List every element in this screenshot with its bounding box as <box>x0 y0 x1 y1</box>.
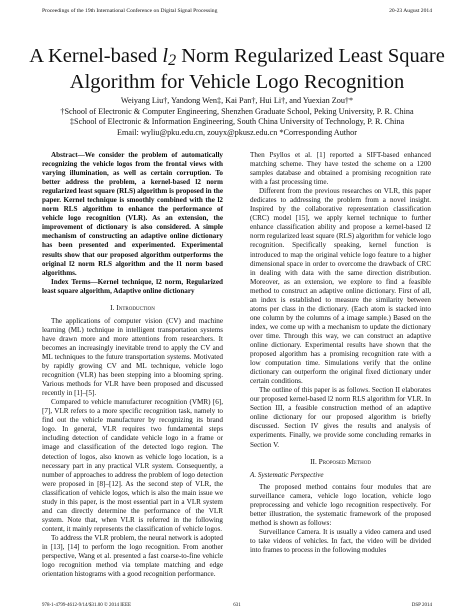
title-post: Norm Regularized Least Square <box>176 45 445 67</box>
section-heading-proposed-method: II. Proposed Method <box>310 456 371 466</box>
author-email: Email: wyliu@pku.edu.cn, zouyx@pkusz.edu.cn *Corresponding Author <box>117 127 357 137</box>
paragraph: Then Psyllos et al. [1] reported a SIFT-based enhanced matching scheme. They have tested the scheme on a 1200 samples database and obtained a promising recognition rate with a fast processing time. <box>250 151 431 187</box>
title-line-2: Algorithm for Vehicle Logo Recognition <box>69 71 405 93</box>
index-terms: Index Terms—Kernel technique, l2 norm, Regularized least square algorithm, Adaptive online dictionary <box>42 277 223 295</box>
title-math-l: l <box>162 45 169 67</box>
page-number: 631 <box>233 603 241 608</box>
affiliation-2: ‡School of Electronic & Information Engineering, South China University of Technology, P. R. China <box>69 117 405 127</box>
subsection-heading-systematic: A. Systematic Perspective <box>250 470 324 479</box>
title-pre: A Kernel-based <box>29 45 163 67</box>
paragraph: Compared to vehicle manufacturer recognition (VMR) [6], [7], VLR refers to a more specific recognition task, namely to find out the vehicle manufacturer by recognizing its brand logo. In general, VLR requires two fundamental steps including detection of candidate vehicle logo in a frame or image and classification of the detected logo region. The detection of logos, also known as vehicle logo location, is a necessary part in any practical VLR system. Consequently, a number of approaches to address the problem of logo detection were proposed in [8]–[12]. As the second step of VLR, the classification of vehicle logos, which is also the main issue we study in this paper, is the most essential part in a VLR system and can directly determine the performance of the VLR system. Note that, when VLR is referred in the following content, it mainly represents the classification of vehicle logos. <box>42 398 223 533</box>
header-conference: Proceedings of the 19th International Conference on Digital Signal Processing <box>42 8 218 14</box>
affiliation-1: †School of Electronic & Computer Engineering, Shenzhen Graduate School, Peking University, P. R. China <box>60 106 414 116</box>
title-line-1 <box>20 44 454 70</box>
paragraph: The proposed method contains four modules that are surveillance camera, vehicle logo location, vehicle logo preprocessing and vehicle logo recognition respectively. For better illustration, the systematic framework of the proposed method is shown as follows: <box>250 482 431 527</box>
paragraph: The outline of this paper is as follows. Section II elaborates our proposed kernel-based l2 norm RLS algorithm for VLR. In Section III, a feasible construction method of an adaptive online dictionary for our proposed algorithm is briefly discussed. Section IV gives the results and analysis of experiments. Finally, we provide some concluding remarks in Section V. <box>250 386 431 449</box>
author-block <box>20 96 454 138</box>
author-names: Weiyang Liu†, Yandong Wen‡, Kai Pan†, Hui Li†, and Yuexian Zou†* <box>120 96 354 105</box>
right-column <box>250 151 431 555</box>
header-date: 20-23 August 2014 <box>389 8 432 14</box>
paragraph: To address the VLR problem, the neural network is adopted in [13], [14] to perform the logo recognition. From another perspective, Wang et al. presented a fast coarse-to-fine vehicle logo recognition method via template matching and edge orientation histograms with a good recognition performance. <box>42 533 223 579</box>
paper-title <box>20 44 454 94</box>
paragraph: Different from the previous researches on VLR, this paper dedicates to addressing the problem from a novel insight. Inspired by the collaborative representation classification (CRC) model [15], we apply kernel technique to further enhance classification ability and propose a kernel-based l2 norm regularized least square (RLS) algorithm for vehicle logo recognition. Specifically speaking, kernel function is introduced to map the original vehicle logo feature to a higher dimensional space in order to overcome the drawback of CRC in dealing with data with the same direction distribution. Moreover, as an extension, we explore to find a feasible method to construct an adaptive online dictionary. First of all, an index is established to measure the similarity between atoms per class in the dictionary. (Each atom is stacked into one column by the columns of a image sample.) Based on the index, we come up with a mechanism to update the dictionary over time. Through this way, we can construct an adaptive online dictionary. Experimental results have shown that the proposed algorithm has a promising recognition rate with a low computation time. Simulations verify that the online dictionary can outperform the original fixed dictionary under certain conditions. <box>250 187 431 386</box>
paragraph: The applications of computer vision (CV) and machine learning (ML) technique in intelligent transportation systems have drawn more and more attentions from researchers. It becomes an increasingly inevitable trend to apply the CV and ML techniques to the future transportation systems. Motivated by rapidly growing CV and ML technique, vehicle logo recognition (VLR) has been stepping into a blooming spring. Various methods for VLR have been proposed and discussed recently in [1]–[5]. <box>42 316 223 398</box>
footer-copyright: 978-1-4799-4612-9/14/$31.00 © 2014 IEEE <box>42 603 132 608</box>
title-math-sub: 2 <box>168 52 177 69</box>
paragraph: Surveillance Camera. It is usually a video camera and used to take videos of vehicles. In fact, the video will be divided into frames to process in the following modules <box>250 527 431 554</box>
abstract: Abstract—We consider the problem of automatically recognizing the vehicle logos from the frontal views with varying illumination, as well as certain corruption. To better address the problem, a kernel-based l2 norm regularized least square (RLS) algorithm is proposed in the paper. Kernel technique is smoothly combined with the l2 norm RLS algorithm to enhance the performance of vehicle logo recognition (VLR). As an extension, the improvement of dictionary is also considered. A simple mechanism of constructing an adaptive online dictionary has been presented and experimented. Experimental results show that our proposed algorithm outperforms the original l2 norm RLS algorithm and the l1 norm based algorithms. <box>42 151 223 277</box>
footer-venue: DSP 2014 <box>411 603 432 608</box>
section-heading-introduction: I. Introduction <box>110 302 155 312</box>
left-column <box>42 151 223 579</box>
